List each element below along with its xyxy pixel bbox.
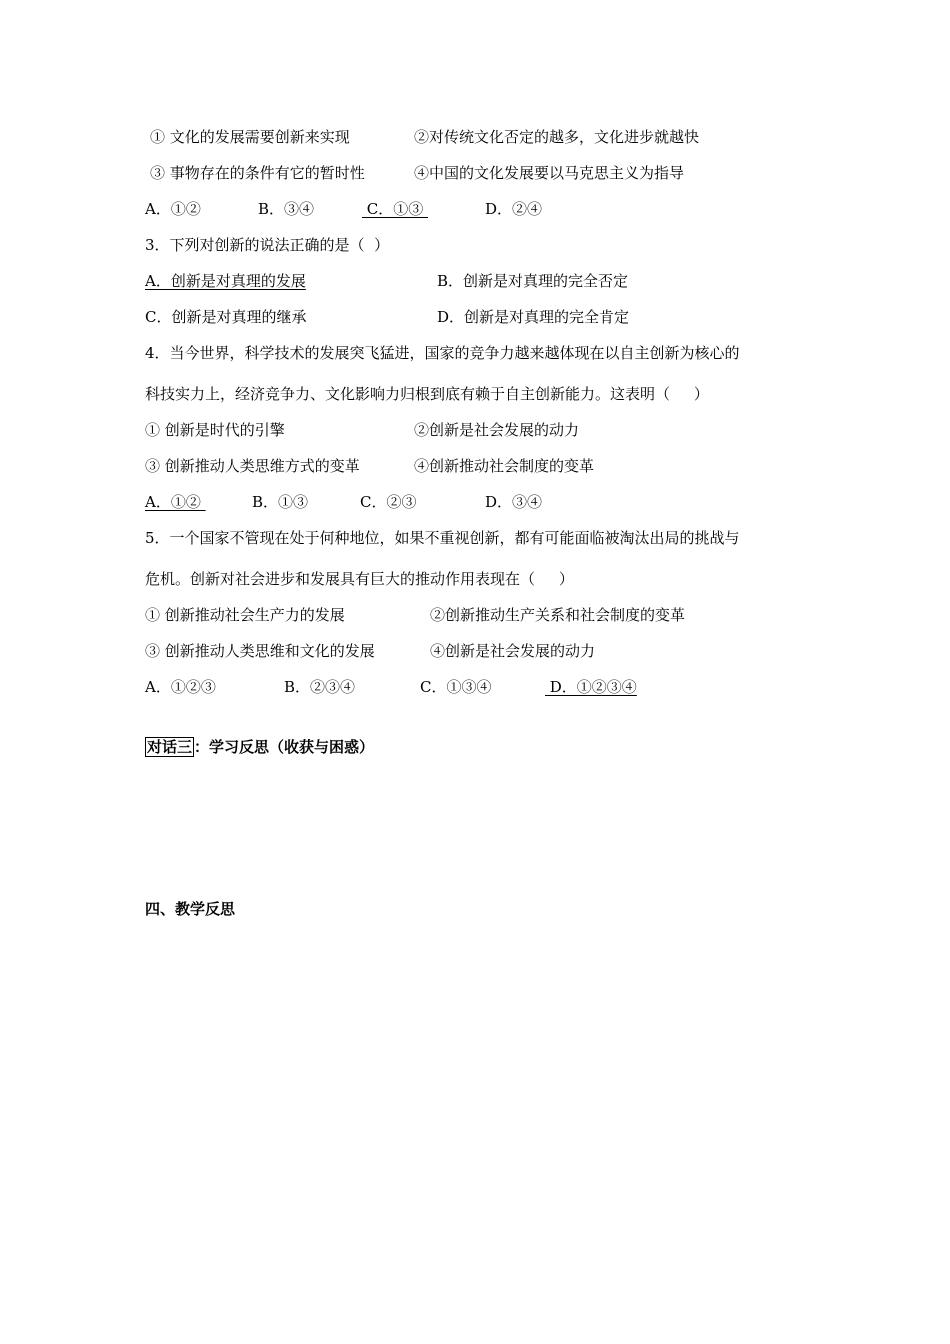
q3-option-d: D．创新是对真理的完全肯定 bbox=[437, 308, 630, 326]
q4-option-a-answer: A．①② bbox=[145, 493, 206, 511]
q2-option-a: A．①② bbox=[145, 200, 201, 218]
section-4-heading: 四、教学反思 bbox=[145, 900, 236, 918]
q5-option-b: B．②③④ bbox=[284, 678, 356, 696]
q4-option-c: C．②③ bbox=[360, 493, 417, 511]
dialogue-3-boxed-label: 对话三 bbox=[147, 738, 193, 756]
q4-stem-line-2: 科技实力上，经济竞争力、文化影响力归根到底有赖于自主创新能力。这表明（ ） bbox=[145, 385, 709, 403]
q5-statement-1: ① 创新推动社会生产力的发展 bbox=[145, 606, 345, 624]
q3-stem: 3．下列对创新的说法正确的是（ ） bbox=[145, 236, 390, 254]
q4-statement-1: ① 创新是时代的引擎 bbox=[145, 421, 285, 439]
q2-option-c-answer: C．①③ bbox=[362, 200, 429, 218]
q3-option-b: B．创新是对真理的完全否定 bbox=[437, 272, 629, 290]
q2-statement-4: ④中国的文化发展要以马克思主义为指导 bbox=[414, 164, 685, 182]
dialogue-3-heading bbox=[145, 737, 374, 757]
q5-option-a: A．①②③ bbox=[145, 678, 216, 696]
q5-stem-line-1: 5．一个国家不管现在处于何种地位，如果不重视创新，都有可能面临被淘汰出局的挑战与 bbox=[145, 529, 740, 547]
q4-statement-4: ④创新推动社会制度的变革 bbox=[414, 457, 595, 475]
q4-statement-3: ③ 创新推动人类思维方式的变革 bbox=[145, 457, 360, 475]
dialogue-3-title: ：学习反思（收获与困惑） bbox=[194, 738, 375, 756]
q4-option-b: B．①③ bbox=[252, 493, 309, 511]
q5-statement-3: ③ 创新推动人类思维和文化的发展 bbox=[145, 642, 375, 660]
q2-option-b: B．③④ bbox=[258, 200, 315, 218]
q4-option-d: D．③④ bbox=[485, 493, 543, 511]
q5-option-d-answer: D．①②③④ bbox=[545, 678, 637, 696]
q2-statement-1: ① 文化的发展需要创新来实现 bbox=[150, 128, 350, 146]
q3-option-c: C．创新是对真理的继承 bbox=[145, 308, 307, 326]
q2-statement-2: ②对传统文化否定的越多，文化进步就越快 bbox=[414, 128, 700, 146]
q4-statement-2: ②创新是社会发展的动力 bbox=[414, 421, 580, 439]
q3-option-a-answer: A．创新是对真理的发展 bbox=[145, 272, 306, 290]
q5-statement-2: ②创新推动生产关系和社会制度的变革 bbox=[430, 606, 686, 624]
q5-statement-4: ④创新是社会发展的动力 bbox=[430, 642, 596, 660]
q2-option-d: D．②④ bbox=[485, 200, 543, 218]
q5-stem-line-2: 危机。创新对社会进步和发展具有巨大的推动作用表现在（ ） bbox=[145, 570, 574, 588]
q2-statement-3: ③ 事物存在的条件有它的暂时性 bbox=[150, 164, 365, 182]
q4-stem-line-1: 4．当今世界，科学技术的发展突飞猛进，国家的竞争力越来越体现在以自主创新为核心的 bbox=[145, 344, 740, 362]
q5-option-c: C．①③④ bbox=[420, 678, 492, 696]
